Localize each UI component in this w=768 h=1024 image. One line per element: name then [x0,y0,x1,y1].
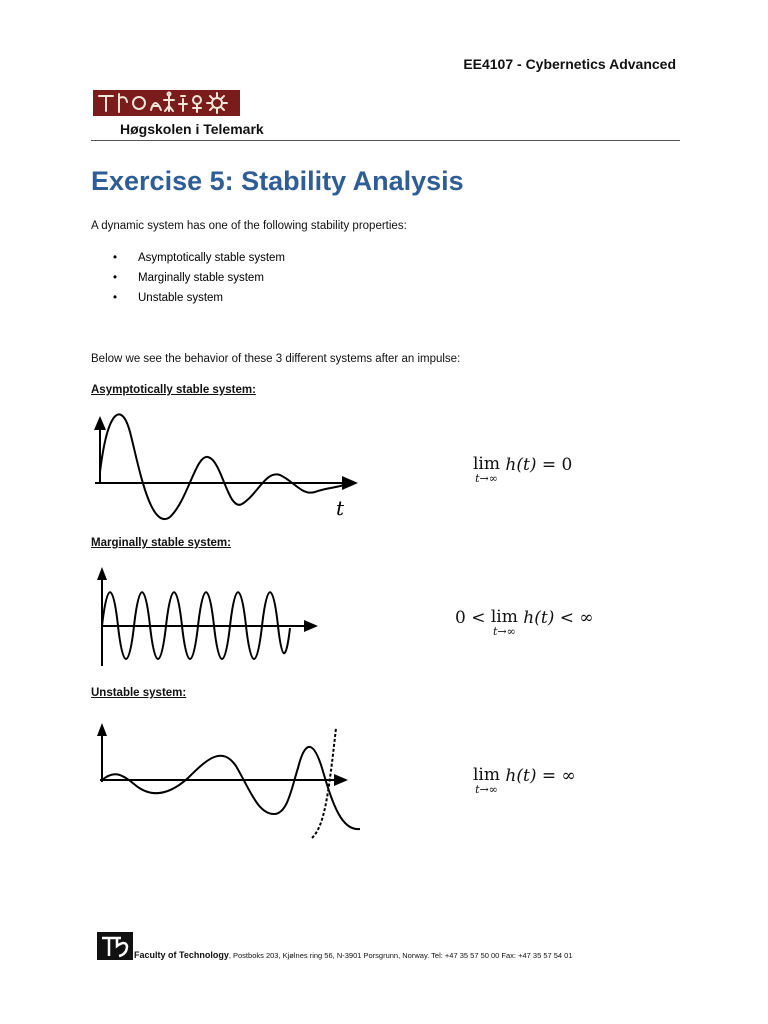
section-heading-asymptotic: Asymptotically stable system: [91,384,256,396]
section-heading-unstable: Unstable system: [91,687,187,699]
time-axis-label: t [336,496,345,520]
list-item: • Unstable system [113,292,224,304]
formula-unstable: lim t→∞ h(t) = ∞ [473,765,576,796]
footer-address [134,950,573,960]
marginal-response-plot [90,562,330,672]
footer-contact: , Postboks 203, Kjølnes ring 56, N-3901 Porsgrunn, Norway. Tel: +47 35 57 50 00 Fax: +47 35 57 54 01 [228,951,573,960]
y-axis-arrow-icon [97,567,107,580]
behavior-text: Below we see the behavior of these 3 different systems after an impulse: [91,353,461,365]
intro-text: A dynamic system has one of the following stability properties: [91,220,407,232]
y-axis-arrow-icon [97,723,107,736]
header-divider [91,140,680,141]
footer-faculty: Faculty of Technology [134,950,229,960]
school-logo [93,90,240,116]
list-item: • Marginally stable system [113,272,264,284]
response-curve-tail [312,728,336,838]
x-axis-arrow-icon [342,476,358,490]
list-item: • Asymptotically stable system [113,252,285,264]
section-heading-marginal: Marginally stable system: [91,537,231,549]
x-axis-arrow-icon [334,774,348,786]
unstable-response-plot [90,718,360,843]
course-title: EE4107 - Cybernetics Advanced [463,56,676,72]
page-title: Exercise 5: Stability Analysis [91,166,464,196]
response-curve [102,747,360,829]
x-axis-arrow-icon [304,620,318,632]
school-name: Høgskolen i Telemark [120,121,264,137]
bullet-icon: • [113,272,118,284]
response-curve [100,414,346,519]
faculty-logo-icon [97,932,133,960]
bullet-icon: • [113,252,118,264]
formula-asymptotic: lim t→∞ h(t) = 0 [473,454,573,485]
formula-marginal: 0 < lim t→∞ h(t) < ∞ [455,607,594,638]
petroglyph-logo-icon [93,90,240,116]
bullet-icon: • [113,292,118,304]
asymptotic-response-plot [90,412,380,522]
faculty-logo [97,932,133,960]
properties-list [113,250,285,310]
y-axis-arrow-icon [94,416,106,430]
